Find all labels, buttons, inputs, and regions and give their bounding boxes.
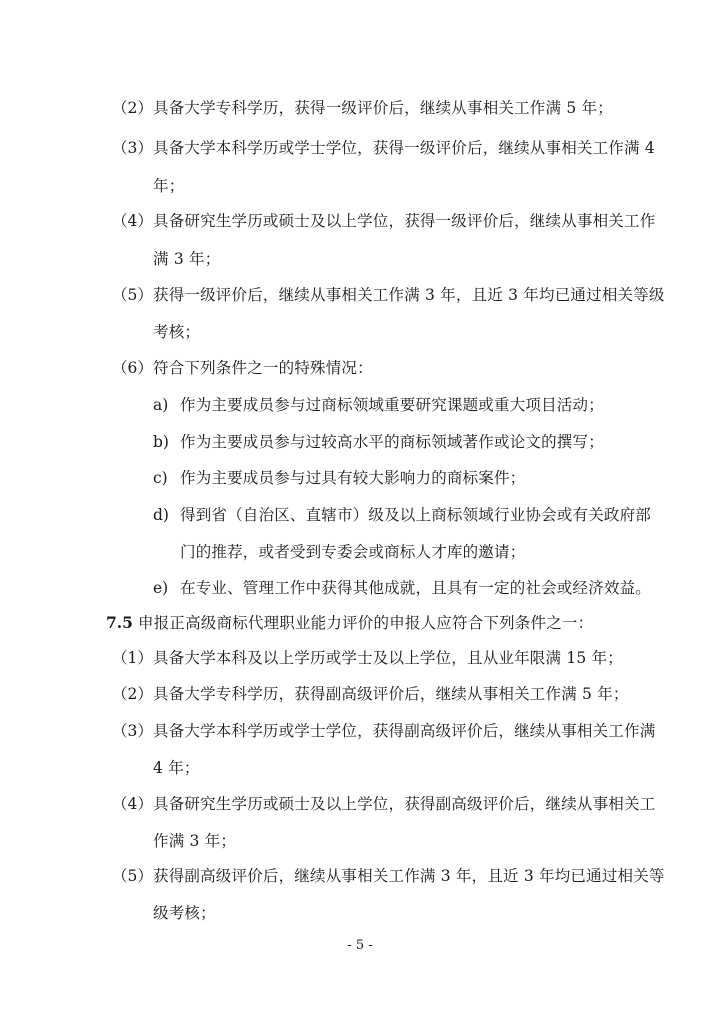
sub-item-text: 得到省（自治区、直辖市）级及以上商标领域行业协会或有关政府部 [180,506,652,524]
list-item-text: 年； [153,177,185,195]
list-item-text: 具备大学本科学历或学士学位，获得一级评价后，继续从事相关工作满 4 [153,139,655,157]
list-item-text: 考核； [153,323,201,341]
list-item-text: 作满 3 年； [153,832,237,850]
list-number: （1） [112,649,153,667]
sub-item-text: 作为主要成员参与过较高水平的商标领域著作或论文的撰写； [180,433,604,451]
list-number: （4） [112,212,153,230]
section-heading: 申报正高级商标代理职业能力评价的申报人应符合下列条件之一： [138,614,594,632]
list-item-text: 符合下列条件之一的特殊情况： [153,359,373,377]
sub-item-label: c) [153,469,168,487]
list-number: （3） [112,722,153,740]
list-number: （4） [112,795,153,813]
list-number: （2） [112,99,153,117]
sub-item-label: b) [153,433,169,451]
list-item-text: 获得副高级评价后，继续从事相关工作满 3 年，且近 3 年均已通过相关等 [153,867,665,885]
list-item-text: 具备研究生学历或硕士及以上学位，获得一级评价后，继续从事相关工作 [153,212,656,230]
list-item-text: 级考核； [153,904,216,922]
sub-item-text: 在专业、管理工作中获得其他成就，且具有一定的社会或经济效益。 [180,579,652,597]
sub-item-label: a) [153,396,169,414]
list-number: （6） [112,359,153,377]
list-item-text: 具备大学本科及以上学历或学士及以上学位，且从业年限满 15 年； [153,649,623,667]
list-item-text: 获得一级评价后，继续从事相关工作满 3 年，且近 3 年均已通过相关等级 [153,286,665,304]
list-number: （5） [112,867,153,885]
list-item-text: 4 年； [153,759,200,777]
list-item-text: 具备大学专科学历，获得副高级评价后，继续从事相关工作满 5 年； [153,685,629,703]
list-item-text: 满 3 年； [153,250,221,268]
section-number: 7.5 [106,613,133,632]
sub-item-text: 门的推荐，或者受到专委会或商标人才库的邀请； [180,543,526,561]
list-item-text: 具备研究生学历或硕士及以上学位，获得副高级评价后，继续从事相关工 [153,795,656,813]
sub-item-text: 作为主要成员参与过具有较大影响力的商标案件； [180,469,526,487]
sub-item-label: e) [153,579,169,597]
list-number: （2） [112,685,153,703]
list-item-text: 具备大学专科学历，获得一级评价后，继续从事相关工作满 5 年； [153,99,613,117]
sub-item-text: 作为主要成员参与过商标领域重要研究课题或重大项目活动； [180,396,604,414]
sub-item-label: d) [153,506,169,524]
list-item-text: 具备大学本科学历或学士学位，获得副高级评价后，继续从事相关工作满 [153,722,656,740]
list-number: （3） [112,139,153,157]
page-number: - 5 - [347,938,373,953]
list-number: （5） [112,286,153,304]
